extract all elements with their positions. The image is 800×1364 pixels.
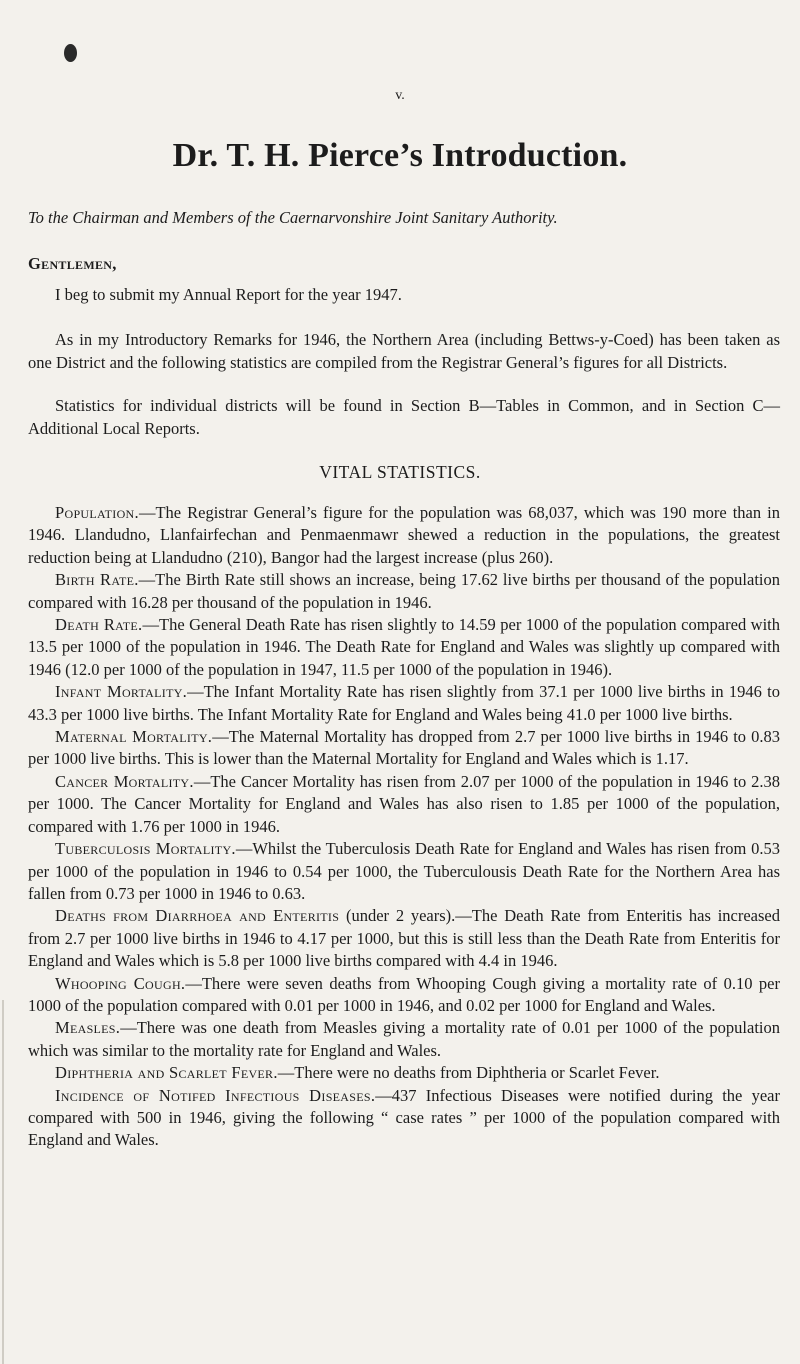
entry-text: —The Birth Rate still shows an increase, being 17.62 live births per thousand of the population compared with 16.28 per thousand of the population in 1946. <box>28 570 780 612</box>
salutation: Gentlemen, <box>28 254 117 273</box>
page-title: Dr. T. H. Pierce’s Introduction. <box>172 137 628 174</box>
entry-heading: Whooping Cough. <box>55 973 186 993</box>
entry-text: —There was one death from Measles giving a mortality rate of 0.01 per 1000 of the population which was similar to the mortality rate for England and Wales. <box>28 1018 780 1060</box>
intro-paragraph-1: I beg to submit my Annual Report for the year 1947. <box>55 285 402 304</box>
tuberculosis-mortality-entry <box>28 838 780 905</box>
entry-text: —The Infant Mortality Rate has risen slightly from 37.1 per 1000 live births in 1946 to 43.3 per 1000 live births. The Infant Mortality Rate for England and Wales being 41.0 per 1000 live births. <box>28 682 780 724</box>
entry-text: —437 Infectious Diseases were notified during the year compared with 500 in 1946, giving the following “ case rates ” per 1000 of the population compared with England and Wales. <box>28 1085 780 1150</box>
measles-entry <box>28 1017 780 1062</box>
cancer-mortality-entry <box>28 771 780 838</box>
page-number: v. <box>395 88 405 103</box>
entry-text: —There were seven deaths from Whooping Cough giving a mortality rate of 0.10 per 1000 of the population compared with 0.01 per 1000 in 1946, and 0.02 per 1000 for England and Wales. <box>28 973 780 1015</box>
ink-spot-mark <box>64 44 77 62</box>
entry-heading: Incidence of Notifed Infectious Diseases. <box>55 1085 376 1105</box>
entry-text: —The Registrar General’s figure for the population was 68,037, which was 190 more than in 1946. Llandudno, Llanfairfechan and Penmaenmawr shewed a reduction in the populations, the greatest reduction being at Llandudno (210), Bangor had the largest increase (plus 260). <box>28 503 780 567</box>
entry-heading: Measles. <box>55 1018 121 1038</box>
section-heading: VITAL STATISTICS. <box>319 462 481 482</box>
birth-rate-entry <box>28 569 780 614</box>
entry-heading: Population. <box>55 503 139 522</box>
page-edge-shadow <box>2 1000 4 1364</box>
entry-heading: Diphtheria and Scarlet Fever. <box>55 1063 278 1083</box>
infant-mortality-entry <box>28 681 780 726</box>
entry-heading: Cancer Mortality. <box>55 771 194 791</box>
maternal-mortality-entry <box>28 726 780 771</box>
diarrhoea-enteritis-entry <box>28 905 780 972</box>
death-rate-entry <box>28 614 780 681</box>
entry-heading: Tuberculosis Mortality. <box>55 839 236 859</box>
entry-text: —The Maternal Mortality has dropped from 2.7 per 1000 live births in 1946 to 0.83 per 1000 live births. This is lower than the Maternal Mortality for England and Wales which is 1.17. <box>28 727 781 769</box>
intro-paragraph-2: As in my Introductory Remarks for 1946, the Northern Area (including Bettws-y-Coed) has been taken as one District and the following statistics are compiled from the Registrar General’s figures for all Districts. <box>28 330 780 372</box>
entry-heading: Death Rate. <box>55 615 143 635</box>
entry-heading: Maternal Mortality. <box>55 727 213 747</box>
entry-heading: Infant Mortality. <box>55 682 188 702</box>
entry-text: (under 2 years).—The Death Rate from Enteritis has increased from 2.7 per 1000 live births in 1946 to 4.17 per 1000, but this is still less than the Death Rate from Enteritis for England and Wales which is 5.8 per 1000 live births compared with 4.4 in 1946. <box>28 906 780 971</box>
whooping-cough-entry <box>28 973 780 1018</box>
intro-paragraph-3: Statistics for individual districts will be found in Section B—Tables in Common, and in Section C—Additional Local Reports. <box>28 396 780 438</box>
entry-heading: Birth Rate. <box>55 570 139 590</box>
entry-heading: Deaths from Diarrhoea and Enteritis <box>55 906 340 926</box>
entry-text: —Whilst the Tuberculosis Death Rate for England and Wales has risen from 0.53 per 1000 of the population in 1946 to 0.54 per 1000, the Tuberculousis Death Rate for the Northern Area has fallen from 0.73 per 1000 in 1946 to 0.63. <box>28 839 780 903</box>
population-entry <box>28 502 780 569</box>
vital-statistics-section <box>28 502 780 1152</box>
diphtheria-scarlet-fever-entry <box>28 1062 780 1084</box>
entry-text: —The Cancer Mortality has risen from 2.07 per 1000 of the population in 1946 to 2.38 per 1000. The Cancer Mortality for England and Wales has also risen to 1.85 per 1000 of the population, compared with 1.76 per 1000 in 1946. <box>28 771 780 836</box>
dedication-line: To the Chairman and Members of the Caernarvonshire Joint Sanitary Authority. <box>28 208 558 227</box>
entry-text: —The General Death Rate has risen slightly to 14.59 per 1000 of the population compared with 13.5 per 1000 of the population in 1946. The Death Rate for England and Wales was slightly up compared with 1946 (12.0 per 1000 of the population in 1947, 11.5 per 1000 of the population in 1946). <box>28 615 780 679</box>
entry-text: —There were no deaths from Diphtheria or Scarlet Fever. <box>277 1063 660 1083</box>
infectious-diseases-entry <box>28 1085 780 1152</box>
